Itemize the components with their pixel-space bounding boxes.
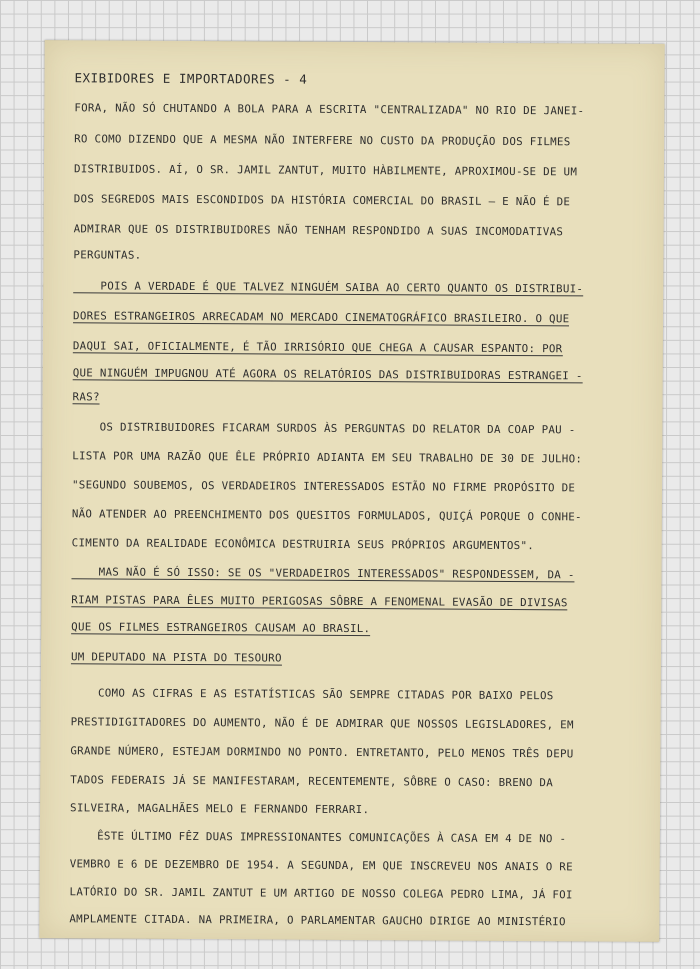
text-line-underlined: RAS? <box>72 390 100 404</box>
text-line: FORA, NÃO SÓ CHUTANDO A BOLA PARA A ESCRITA "CENTRALIZADA" NO RIO DE JANEI- <box>74 101 585 118</box>
text-line: DOS SEGREDOS MAIS ESCONDIDOS DA HISTÓRIA COMERCIAL DO BRASIL — E NÃO É DE <box>73 192 571 209</box>
text-line: PERGUNTAS. <box>73 248 142 262</box>
text-line: VEMBRO E 6 DE DEZEMBRO DE 1954. A SEGUNDA, EM QUE INSCREVEU NOS ANAIS O RE <box>69 857 573 874</box>
text-line: NÃO ATENDER AO PREENCHIMENTO DOS QUESITOS FORMULADOS, QUIÇÁ PORQUE O CONHE- <box>71 507 582 524</box>
text-line: COMO AS CIFRAS E AS ESTATÍSTICAS SÃO SEMPRE CITADAS POR BAIXO PELOS <box>70 686 554 703</box>
text-line-underlined: POIS A VERDADE É QUE TALVEZ NINGUÉM SAIBA AO CERTO QUANTO OS DISTRIBUI- <box>73 279 584 296</box>
text-line-underlined: QUE OS FILMES ESTRANGEIROS CAUSAM AO BRASIL. <box>71 620 371 636</box>
text-line: SILVEIRA, MAGALHÃES MELO E FERNANDO FERRARI. <box>70 801 370 817</box>
text-line-underlined: MAS NÃO É SÓ ISSO: SE OS "VERDADEIROS INTERESSADOS" RESPONDESSEM, DA - <box>71 565 575 582</box>
text-line: AMPLAMENTE CITADA. NA PRIMEIRA, O PARLAMENTAR GAUCHO DIRIGE AO MINISTÉRIO <box>69 912 566 929</box>
text-line: LATÓRIO DO SR. JAMIL ZANTUT E UM ARTIGO DE NOSSO COLEGA PEDRO LIMA, JÁ FOI <box>69 885 573 902</box>
text-line-underlined: DAQUI SAI, OFICIALMENTE, É TÃO IRRISÓRIO QUE CHEGA A CAUSAR ESPANTO: POR <box>72 339 563 356</box>
text-line: ADMIRAR QUE OS DISTRIBUIDORES NÃO TENHAM RESPONDIDO A SUAS INCOMODATIVAS <box>73 222 564 239</box>
text-line: RO COMO DIZENDO QUE A MESMA NÃO INTERFERE NO CUSTO DA PRODUÇÃO DOS FILMES <box>74 132 571 149</box>
text-line: LISTA POR UMA RAZÃO QUE ÊLE PRÓPRIO ADIANTA EM SEU TRABALHO DE 30 DE JULHO: <box>72 449 583 466</box>
page-header: EXIBIDORES E IMPORTADORES - 4 <box>74 70 308 87</box>
text-line: ÊSTE ÚLTIMO FÊZ DUAS IMPRESSIONANTES COMUNICAÇÕES À CASA EM 4 DE NO - <box>69 829 567 846</box>
typewritten-page <box>39 40 664 942</box>
text-line: CIMENTO DA REALIDADE ECONÔMICA DESTRUIRIA SEUS PRÓPRIOS ARGUMENTOS". <box>71 536 535 553</box>
text-line: GRANDE NÚMERO, ESTEJAM DORMINDO NO PONTO. ENTRETANTO, PELO MENOS TRÊS DEPU <box>70 744 574 761</box>
text-line-underlined: QUE NINGUÉM IMPUGNOU ATÉ AGORA OS RELATÓRIOS DAS DISTRIBUIDORAS ESTRANGEI - <box>72 366 583 383</box>
text-line-underlined: DORES ESTRANGEIROS ARRECADAM NO MERCADO CINEMATOGRÁFICO BRASILEIRO. O QUE <box>73 309 570 326</box>
section-heading: UM DEPUTADO NA PISTA DO TESOURO <box>70 650 282 665</box>
text-line: "SEGUNDO SOUBEMOS, OS VERDADEIROS INTERESSADOS ESTÃO NO FIRME PROPÓSITO DE <box>71 478 576 495</box>
text-line: PRESTIDIGITADORES DO AUMENTO, NÃO É DE ADMIRAR QUE NOSSOS LEGISLADORES, EM <box>70 715 574 732</box>
text-line: OS DISTRIBUIDORES FICARAM SURDOS ÀS PERGUNTAS DO RELATOR DA COAP PAU - <box>72 420 576 437</box>
text-line-underlined: RIAM PISTAS PARA ÊLES MUITO PERIGOSAS SÔBRE A FENOMENAL EVASÃO DE DIVISAS <box>71 593 568 610</box>
text-line: TADOS FEDERAIS JÁ SE MANIFESTARAM, RECENTEMENTE, SÔBRE O CASO: BRENO DA <box>70 773 554 790</box>
text-line: DISTRIBUIDOS. AÍ, O SR. JAMIL ZANTUT, MUITO HÀBILMENTE, APROXIMOU-SE DE UM <box>73 162 578 179</box>
